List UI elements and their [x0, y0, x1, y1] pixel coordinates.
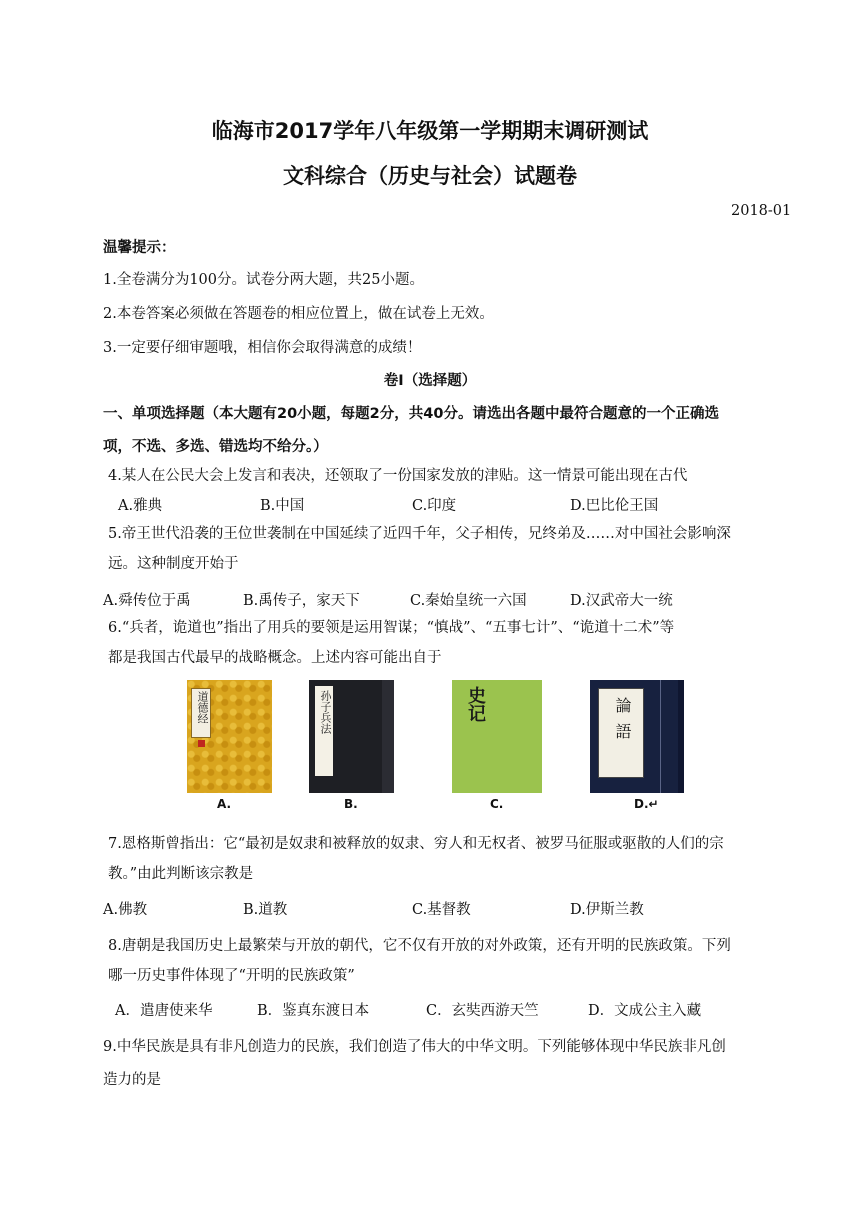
book-a-title: 道德经 — [196, 691, 209, 724]
tip-item: 3.一定要仔细审题哦，相信你会取得满意的成绩！ — [103, 340, 422, 356]
section-title: 卷Ⅰ（选择题） — [383, 373, 477, 389]
exam-date: 2018-01 — [731, 203, 792, 219]
q8-option-c: C．玄奘西游天竺 — [426, 1003, 539, 1019]
question-8-stem: 8.唐朝是我国历史上最繁荣与开放的朝代，它不仅有开放的对外政策，还有开明的民族政策。下列 — [108, 938, 731, 954]
exam-title: 临海市2017学年八年级第一学期期末调研测试 — [211, 119, 649, 143]
book-a-label: A. — [217, 797, 232, 811]
q8-option-a: A．遣唐使来华 — [115, 1003, 213, 1019]
tip-item: 2.本卷答案必须做在答题卷的相应位置上，做在试卷上无效。 — [103, 306, 494, 322]
part1-instructions: 一、单项选择题（本大题有20小题，每题2分，共40分。请选出各题中最符合题意的一个正确选 — [103, 406, 719, 422]
question-6-stem-cont: 都是我国古代最早的战略概念。上述内容可能出自于 — [108, 650, 442, 666]
q4-option-d: D.巴比伦王国 — [570, 498, 659, 514]
q8-option-d: D．文成公主入藏 — [588, 1003, 702, 1019]
q7-option-d: D.伊斯兰教 — [570, 902, 644, 918]
q4-option-c: C.印度 — [412, 498, 457, 514]
book-d-label: D.↵ — [634, 797, 659, 811]
q4-option-a: A.雅典 — [118, 498, 163, 514]
question-9-stem: 9.中华民族是具有非凡创造力的民族，我们创造了伟大的中华文明。下列能够体现中华民族非凡创 — [103, 1039, 726, 1055]
question-7-stem: 7.恩格斯曾指出：它“最初是奴隶和被释放的奴隶、穷人和无权者、被罗马征服或驱散的人们的宗 — [108, 836, 724, 852]
question-5-stem-cont: 远。这种制度开始于 — [108, 556, 239, 572]
question-9-stem-cont: 造力的是 — [103, 1072, 161, 1088]
question-5-stem: 5.帝王世代沿袭的王位世袭制在中国延续了近四千年，父子相传，兄终弟及……对中国社会影响深 — [108, 526, 731, 542]
q7-option-b: B.道教 — [243, 902, 288, 918]
tips-heading: 温馨提示： — [103, 240, 176, 256]
question-4-stem: 4.某人在公民大会上发言和表决，还领取了一份国家发放的津贴。这一情景可能出现在古代 — [108, 468, 688, 484]
q5-option-b: B.禹传子，家天下 — [243, 593, 360, 609]
book-cover-sunzi — [309, 680, 394, 793]
tip-item: 1.全卷满分为100分。试卷分两大题，共25小题。 — [103, 272, 424, 288]
q5-option-c: C.秦始皇统一六国 — [410, 593, 527, 609]
book-d-title: 論語 — [613, 697, 632, 749]
book-b-title: 孙子兵法 — [319, 690, 332, 734]
book-b-label: B. — [344, 797, 358, 811]
question-6-stem: 6.“兵者，诡道也”指出了用兵的要领是运用智谋；“慎战”、“五事七计”、“诡道十二术”等 — [108, 620, 675, 636]
book-cover-lunyu — [590, 680, 684, 793]
q5-option-d: D.汉武帝大一统 — [570, 593, 673, 609]
q4-option-b: B.中国 — [260, 498, 305, 514]
book-cover-daodejing — [187, 680, 272, 793]
exam-subtitle: 文科综合（历史与社会）试题卷 — [283, 164, 577, 188]
book-c-label: C. — [490, 797, 504, 811]
book-c-title: 史记 — [465, 686, 486, 722]
q7-option-c: C.基督教 — [412, 902, 471, 918]
q5-option-a: A.舜传位于禹 — [103, 593, 191, 609]
q8-option-b: B．鉴真东渡日本 — [257, 1003, 370, 1019]
q7-option-a: A.佛教 — [103, 902, 148, 918]
question-8-stem-cont: 哪一历史事件体现了“开明的民族政策” — [108, 968, 355, 984]
book-cover-shiji — [452, 680, 542, 793]
question-7-stem-cont: 教。”由此判断该宗教是 — [108, 866, 254, 882]
part1-instructions-cont: 项，不选、多选、错选均不给分。） — [103, 439, 328, 455]
